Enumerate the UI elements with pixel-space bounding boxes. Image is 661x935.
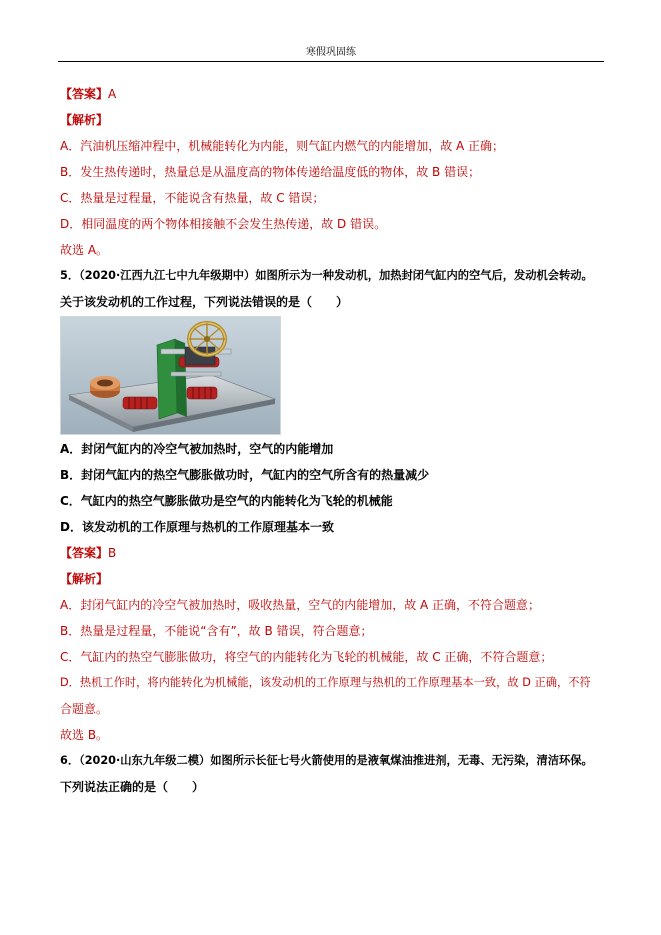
q5-analysis-label: 【解析】 — [60, 572, 109, 586]
q4-analysis-line-b: B．发生热传递时，热量总是从温度高的物体传递给温度低的物体，故 B 错误； — [60, 165, 481, 179]
q5-stem-line-2: 关于该发动机的工作过程，下列说法错误的是（ ） — [60, 295, 349, 309]
q4-answer-label: 【答案】 — [60, 87, 109, 101]
stirling-engine-illustration — [61, 317, 280, 434]
engine-figure — [60, 316, 281, 435]
q4-analysis-line-d: D．相同温度的两个物体相接触不会发生热传递，故 D 错误。 — [60, 217, 387, 231]
q5-conclusion: 故选 B。 — [60, 728, 109, 742]
q5-analysis-line-d: D．热机工作时，将内能转化为机械能，该发动机的工作原理与热机的工作原理基本一致，故 D 正确，不符 — [60, 676, 591, 689]
q5-analysis-line-b: B．热量是过程量，不能说“含有”，故 B 错误，符合题意； — [60, 624, 373, 638]
q5-analysis-line-c: C．气缸内的热空气膨胀做功，将空气的内能转化为飞轮的机械能，故 C 正确，不符合题意； — [60, 650, 553, 664]
q5-analysis-line-d-cont: 合题意。 — [60, 702, 109, 716]
q5-answer — [60, 545, 116, 561]
q4-analysis-line-c: C．热量是过程量，不能说含有热量，故 C 错误； — [60, 191, 325, 205]
q5-stem-line-1: 5．（2020·江西九江七中九年级期中）如图所示为一种发动机，加热封闭气缸内的空气后，发动机会转动。 — [60, 269, 593, 282]
q4-analysis-line-a: A．汽油机压缩冲程中，机械能转化为内能，则气缸内燃气的内能增加，故 A 正确； — [60, 139, 505, 153]
page-header — [58, 40, 604, 62]
header-title: 寒假巩固练 — [306, 47, 356, 58]
q4-answer — [60, 86, 116, 102]
q4-conclusion: 故选 A。 — [60, 243, 109, 257]
q5-option-b: B．封闭气缸内的热空气膨胀做功时，气缸内的空气所含有的热量减少 — [60, 468, 430, 482]
q4-analysis-label: 【解析】 — [60, 113, 109, 127]
q5-answer-label: 【答案】 — [60, 546, 109, 560]
q5-answer-value: B — [108, 546, 117, 560]
q5-option-d: D．该发动机的工作原理与热机的工作原理基本一致 — [60, 520, 334, 534]
q4-answer-value: A — [108, 87, 117, 101]
q6-stem-line-1: 6．（2020·山东九年级二模）如图所示长征七号火箭使用的是液氧煤油推进剂，无毒、无污染，清洁环保。 — [60, 754, 593, 767]
q5-option-a: A．封闭气缸内的冷空气被加热时，空气的内能增加 — [60, 442, 334, 456]
q5-option-c: C．气缸内的热空气膨胀做功是空气的内能转化为飞轮的机械能 — [60, 494, 393, 508]
q5-analysis-line-a: A．封闭气缸内的冷空气被加热时，吸收热量，空气的内能增加，故 A 正确，不符合题意； — [60, 598, 541, 612]
q6-stem-line-2: 下列说法正确的是（ ） — [60, 780, 205, 794]
